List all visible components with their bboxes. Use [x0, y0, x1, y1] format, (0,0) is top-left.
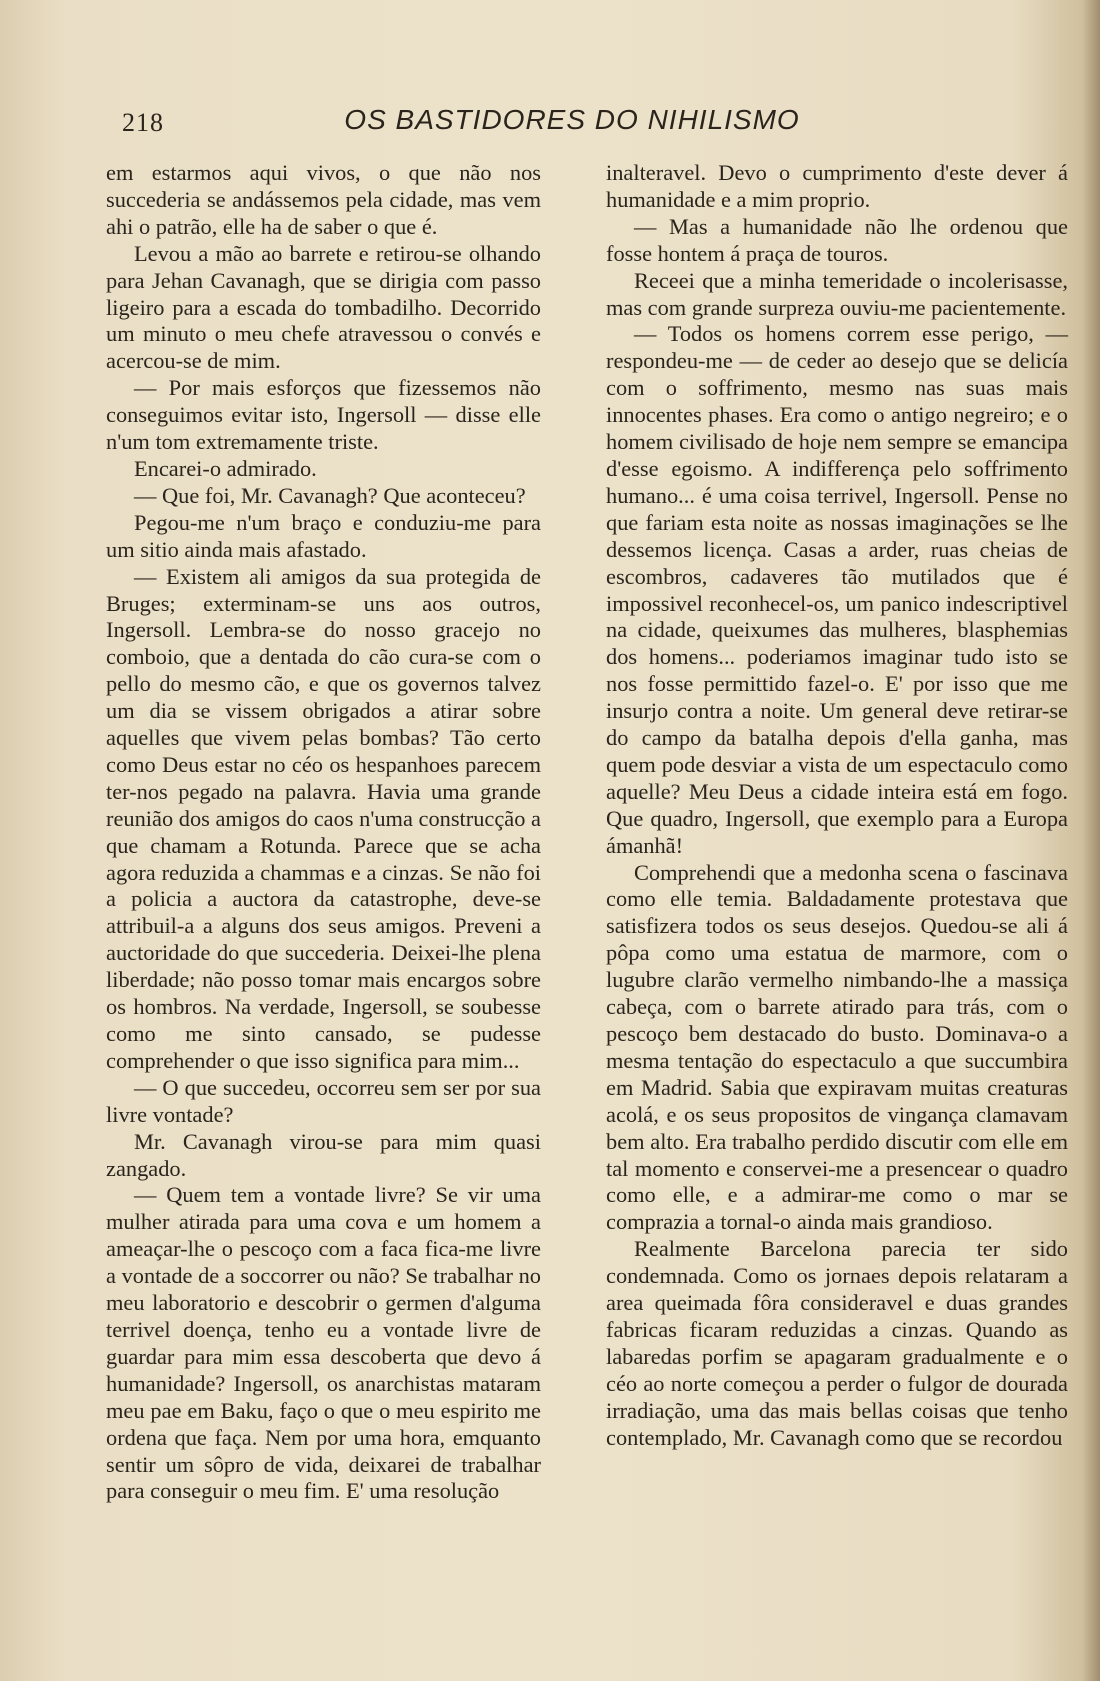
paragraph: Comprehendi que a medonha scena o fascinava como elle temia. Baldadamente protestava que satisfizera todos os seus desejos. Quedou-se ali á pôpa como uma estatua de marmore, com o lugubre clarão vermelho nimbando-lhe a massiça cabeça, com o barrete atirado para trás, com o pescoço bem destacado do busto. Dominava-o a mesma tentação do espectaculo a que succumbira em Madrid. Sabia que expiravam muitas creaturas acolá, e os seus propositos de vingança clamavam bem alto. Era trabalho perdido discutir com elle em tal momento e conservei-me a presencear o quadro como elle, e a admirar-me como o mar se comprazia a tornal-o ainda mais grandioso. — [606, 859, 1068, 1235]
paragraph: em estarmos aqui vivos, o que não nos succederia se andássemos pela cidade, mas vem ahi o patrão, elle ha de saber o que é. — [106, 160, 541, 239]
paragraph: — Mas a humanidade não lhe ordenou que fosse hontem á praça de touros. — [606, 213, 1068, 266]
page-edge-shadow — [1082, 0, 1100, 1681]
paragraph: Receei que a minha temeridade o incolerisasse, mas com grande surpreza ouviu-me pacientemente. — [606, 267, 1068, 320]
paragraph: — Quem tem a vontade livre? Se vir uma mulher atirada para uma cova e um homem a ameaçar-lhe o pescoço com a faca fica-me livre a vontade de a soccorrer ou não? Se trabalhar no meu laboratorio e descobrir o germen d'alguma terrivel doença, tenho eu a vontade livre de guardar para mim essa descoberta que devo á humanidade? Ingersoll, os anarchistas mataram meu pae em Baku, faço o que o meu espirito me ordena que faça. Nem por uma hora, emquanto sentir um sôpro de vida, deixarei de trabalhar para conseguir o meu fim. E' uma resolução — [106, 1182, 541, 1504]
paragraph: inalteravel. Devo o cumprimento d'este dever á humanidade e a mim proprio. — [606, 160, 1068, 212]
page-number: 218 — [122, 108, 164, 137]
paragraph: Encarei-o admirado. — [134, 455, 317, 481]
paragraph: Mr. Cavanagh virou-se para mim quasi zangado. — [106, 1128, 541, 1181]
paragraph: Realmente Barcelona parecia ter sido condemnada. Como os jornaes depois relataram a area queimada fôra consideravel e duas grandes fabricas ficaram reduzidas a cinzas. Quando as labaredas porfim se apagaram gradualmente e o céo ao norte começou a perder o fulgor de dourada irradiação, uma das mais bellas coisas que tenho contemplado, Mr. Cavanagh como que se recordou — [606, 1236, 1068, 1450]
running-title: OS BASTIDORES DO NIHILISMO — [344, 104, 800, 135]
paragraph: — O que succedeu, occorreu sem ser por sua livre vontade? — [106, 1074, 541, 1127]
left-column — [106, 160, 541, 1505]
page-header — [122, 104, 962, 144]
paragraph: Levou a mão ao barrete e retirou-se olhando para Jehan Cavanagh, que se dirigia com passo ligeiro para a escada do tombadilho. Decorrido um minuto o meu chefe atravessou o convés e acercou-se de mim. — [106, 240, 541, 374]
paragraph: — Que foi, Mr. Cavanagh? Que aconteceu? — [134, 482, 526, 508]
paragraph: — Todos os homens correm esse perigo, — respondeu-me — de ceder ao desejo que se delicía com o soffrimento, mesmo nas suas mais innocentes phases. Era como o antigo negreiro; e o homem civilisado de hoje nem sempre se emancipa d'esse egoismo. A indifferença pelo soffrimento humano... é uma coisa terrivel, Ingersoll. Pense no que fariam esta noite as nossas imaginações se lhe dessemos licença. Casas a arder, ruas cheias de escombros, cadaveres tão mutilados que é impossivel reconhecel-os, um panico indescriptivel na cidade, queixumes das mulheres, blasphemias dos homens... poderiamos imaginar tudo isto se nos fosse permittido fazel-o. E' por isso que me insurjo contra a noite. Um general deve retirar-se do campo da batalha depois d'ella ganha, mas quem pode desviar a vista de um espectaculo como aquelle? Meu Deus a cidade inteira está em fogo. Que quadro, Ingersoll, que exemplo para a Europa ámanhã! — [606, 321, 1068, 858]
paragraph: Pegou-me n'um braço e conduziu-me para um sitio ainda mais afastado. — [106, 509, 541, 562]
paragraph: — Por mais esforços que fizessemos não conseguimos evitar isto, Ingersoll — disse elle n'um tom extremamente triste. — [106, 375, 541, 455]
paragraph: — Existem ali amigos da sua protegida de Bruges; exterminam-se uns aos outros, Ingersoll. Lembra-se do nosso gracejo no comboio, que a dentada do cão cura-se com o pello do mesmo cão, e que os governos talvez um dia se vissem obrigados a atirar sobre aquelles que vivem pelas bombas? Tão certo como Deus estar no céo os hespanhoes parecem ter-nos pegado na palavra. Havia uma grande reunião dos amigos do caos n'uma construcção a que chamam a Rotunda. Parece que se acha agora reduzida a chammas e a cinzas. Se não foi a policia a auctora da catastrophe, deve-se attribuil-a a alguns dos seus amigos. Preveni a auctoridade do que succederia. Deixei-lhe plena liberdade; não posso tomar mais encargos sobre os hombros. Na verdade, Ingersoll, se soubesse como me sinto cansado, se pudesse comprehender o que isso significa para mim... — [106, 563, 541, 1073]
right-column — [606, 160, 1068, 1452]
